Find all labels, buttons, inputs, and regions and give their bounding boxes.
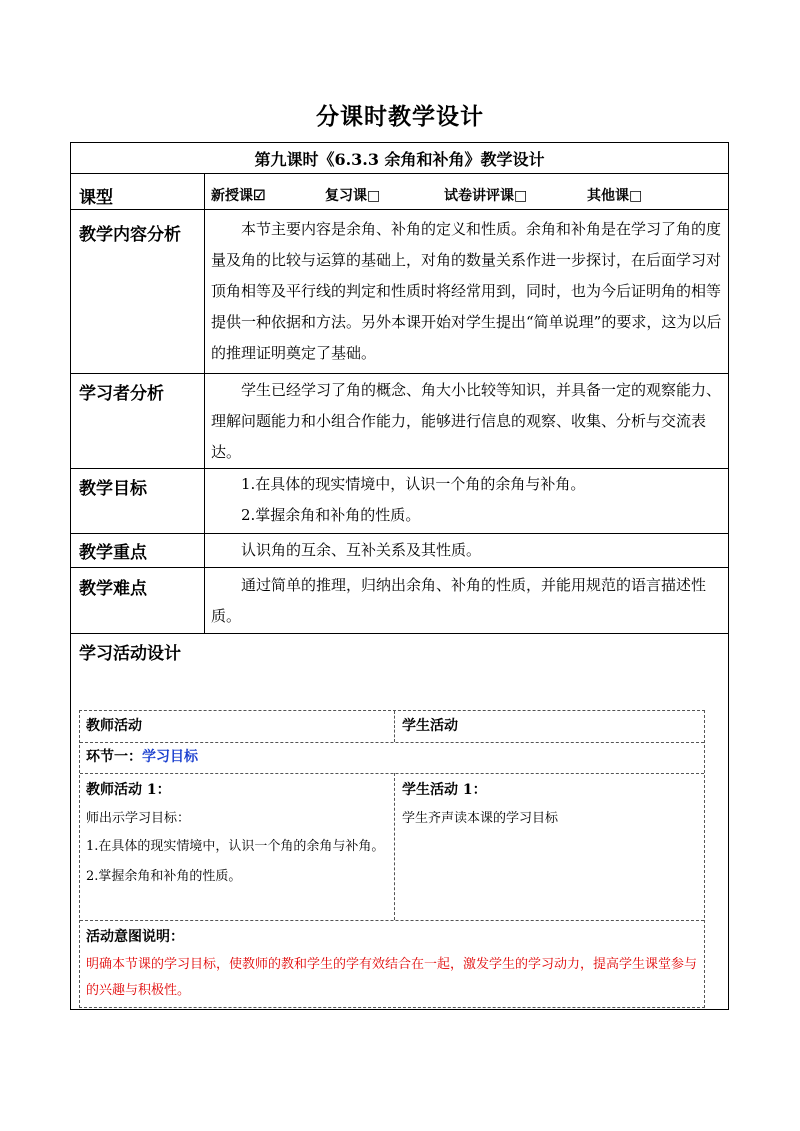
course-type-option: 试卷讲评课□: [444, 188, 528, 204]
content-analysis-text: 本节主要内容是余角、补角的定义和性质。余角和补角是在学习了角的度量及角的比较与运算的基础上，对角的数量关系作进一步探讨，在后面学习对顶角相等及平行线的判定和性质时将经常用到，同时，也为今后证明角的相等提供一种依据和方法。另外本课开始对学生提出“简单说理”的要求，这为以后的推理证明奠定了基础。: [211, 220, 722, 362]
learner-analysis-text: 学生已经学习了角的概念、角大小比较等知识，并具备一定的观察能力、理解问题能力和小组合作能力，能够进行信息的观察、收集、分析与交流表达。: [211, 381, 722, 461]
activity-column-divider: [394, 773, 395, 920]
activity-table: [79, 710, 705, 1008]
teacher-activity-header: 教师活动: [86, 718, 142, 734]
row-divider: [71, 533, 728, 534]
teacher-activity-line: 师出示学习目标：: [86, 811, 191, 826]
section-heading: [86, 746, 198, 766]
activity-design-label: 学习活动设计: [79, 644, 181, 664]
column-divider: [204, 173, 205, 633]
activity-row-divider: [80, 773, 704, 774]
course-type-option: 新授课☑: [211, 188, 266, 204]
row-divider: [71, 373, 728, 374]
course-type-option: 其他课□: [587, 188, 643, 204]
student-activity-header: 学生活动: [402, 718, 458, 734]
student-activity-title: 学生活动 1：: [402, 782, 487, 798]
key-points-text: 认识角的互余、互补关系及其性质。: [241, 541, 482, 559]
learner-analysis-label: 学习者分析: [79, 384, 164, 404]
section-prefix: 环节一：: [86, 749, 142, 765]
teacher-activity-line: 1.在具体的现实情境中，认识一个角的余角与补角。: [86, 839, 385, 854]
row-divider: [71, 173, 728, 174]
activity-row-divider: [80, 920, 704, 921]
activity-row-divider: [80, 742, 704, 743]
student-activity-text: 学生齐声读本课的学习目标: [402, 811, 559, 826]
course-type-label: 课型: [79, 188, 113, 208]
course-type-option: 复习课□: [325, 188, 381, 204]
teaching-goals-list: [211, 469, 723, 531]
key-points-label: 教学重点: [79, 543, 147, 563]
intent-text: 明确本节课的学习目标，使教师的教和学生的学有效结合在一起，激发学生的学习动力，提高学生课堂参与的兴趣与积极性。: [86, 957, 698, 998]
difficulties-text: 通过简单的推理，归纳出余角、补角的性质，并能用规范的语言描述性质。: [211, 576, 707, 625]
row-divider: [71, 209, 728, 210]
difficulties-label: 教学难点: [79, 579, 147, 599]
lesson-header-title: 第九课时《6.3.3 余角和补角》教学设计: [254, 150, 545, 169]
intent-label: 活动意图说明：: [86, 929, 184, 945]
content-analysis-label: 教学内容分析: [79, 225, 181, 245]
activity-column-divider: [394, 711, 395, 742]
teacher-activity-line: 2.掌握余角和补角的性质。: [86, 869, 242, 884]
teaching-goals-label: 教学目标: [79, 479, 147, 499]
row-divider: [71, 567, 728, 568]
teaching-goal-item: 2.掌握余角和补角的性质。: [241, 506, 421, 524]
row-divider: [71, 633, 728, 634]
teaching-goal-item: 1.在具体的现实情境中，认识一个角的余角与补角。: [241, 475, 586, 493]
section-name: 学习目标: [142, 749, 198, 765]
teacher-activity-title: 教师活动 1：: [86, 782, 171, 798]
lesson-plan-table: [70, 142, 729, 1010]
teacher-activity-body: [86, 806, 386, 890]
page-title: 分课时教学设计: [316, 103, 484, 130]
